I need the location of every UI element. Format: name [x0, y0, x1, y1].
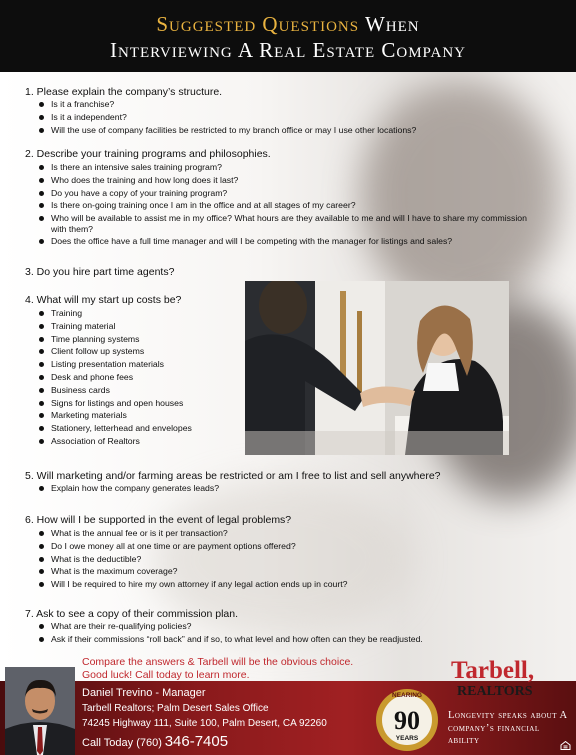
agent-phone[interactable] [82, 733, 228, 750]
logo-subtitle: REALTORS [457, 684, 533, 699]
question-7: 7. Ask to see a copy of their commission plan. [25, 608, 239, 620]
list-item: Listing presentation materials [37, 358, 192, 371]
list-item: Do I owe money all at one time or are payment options offered? [37, 540, 348, 553]
list-item: Marketing materials [37, 409, 192, 422]
question-5: 5. Will marketing and/or farming areas be restricted or am I free to list and sell anywhere? [25, 470, 441, 482]
interview-handshake-photo [245, 281, 509, 455]
agent-photo [5, 667, 75, 755]
question-4-bullets [37, 307, 192, 448]
title-accent-text: Suggested Questions [156, 12, 360, 36]
question-7-bullets [37, 620, 423, 646]
interview-photo-illustration [245, 281, 509, 455]
agent-name: Daniel Trevino - Manager [82, 687, 206, 699]
list-item: Explain how the company generates leads? [37, 482, 219, 495]
agent-portrait-illustration [5, 667, 75, 755]
page-title-line2: Interviewing A Real Estate Company [109, 38, 467, 62]
list-item: Is there an intensive sales training program? [37, 161, 531, 174]
list-item: Will the use of company facilities be restricted to my branch office or may I use other locations? [37, 124, 416, 137]
question-5-bullets [37, 482, 219, 495]
list-item: What is the maximum coverage? [37, 565, 348, 578]
question-4: 4. What will my start up costs be? [25, 294, 182, 306]
list-item: Desk and phone fees [37, 371, 192, 384]
list-item: Is it a independent? [37, 111, 416, 124]
list-item: Training [37, 307, 192, 320]
list-item: Is it a franchise? [37, 98, 416, 111]
nearing-90-years-seal [374, 685, 440, 753]
list-item: Ask if their commissions “roll back” and if so, to what level and how often can they be readjusted. [37, 633, 423, 646]
question-2: 2. Describe your training programs and philosophies. [25, 148, 271, 160]
title-text: When [364, 12, 420, 36]
list-item: Stationery, letterhead and envelopes [37, 422, 192, 435]
phone-number: 346-7405 [164, 733, 229, 750]
list-item: Business cards [37, 384, 192, 397]
question-1-bullets [37, 98, 416, 136]
list-item: Association of Realtors [37, 435, 192, 448]
question-3: 3. Do you hire part time agents? [25, 266, 175, 278]
question-1: 1. Please explain the company’s structure. [25, 86, 223, 98]
list-item: Who will be available to assist me in my office? What hours are they available to me and will I have to share my commission with them? [37, 212, 531, 235]
list-item: Time planning systems [37, 333, 192, 346]
tarbell-realtors-logo [449, 654, 545, 700]
closing-message [82, 656, 353, 682]
question-2-bullets [37, 161, 531, 248]
equal-housing-icon [560, 741, 571, 750]
seal-years-text: YEARS [395, 735, 419, 742]
list-item: Training material [37, 320, 192, 333]
list-item: What is the annual fee or is it per transaction? [37, 527, 348, 540]
list-item: What is the deductible? [37, 553, 348, 566]
slogan: Longevity speaks about A company’s financial ability [448, 710, 568, 746]
closing-line-1: Compare the answers & Tarbell will be the obvious choice. [82, 656, 354, 668]
page-title-line1 [0, 12, 576, 37]
logo-wordmark: Tarbell, [451, 657, 535, 684]
agent-address: 74245 Highway 111, Suite 100, Palm Desert, CA 92260 [82, 718, 327, 729]
agent-office: Tarbell Realtors; Palm Desert Sales Office [82, 703, 269, 714]
list-item: Does the office have a full time manager and will I be competing with the manager for listings and sales? [37, 235, 531, 248]
question-6-bullets [37, 527, 348, 591]
list-item: Is there on-going training once I am in the office and at all stages of my career? [37, 199, 531, 212]
list-item: Client follow up systems [37, 345, 192, 358]
list-item: What are their re-qualifying policies? [37, 620, 423, 633]
list-item: Do you have a copy of your training program? [37, 187, 531, 200]
question-6: 6. How will I be supported in the event of legal problems? [25, 514, 292, 526]
list-item: Signs for listings and open houses [37, 397, 192, 410]
seal-top-text: NEARING [392, 692, 422, 699]
closing-line-2: Good luck! Call today to learn more. [82, 669, 250, 681]
list-item: Will I be required to hire my own attorney if any legal action ends up in court? [37, 578, 348, 591]
seal-number: 90 [394, 706, 420, 735]
page-header [0, 0, 576, 72]
call-today-label: Call Today (760) [82, 737, 162, 749]
list-item: Who does the training and how long does it last? [37, 174, 531, 187]
